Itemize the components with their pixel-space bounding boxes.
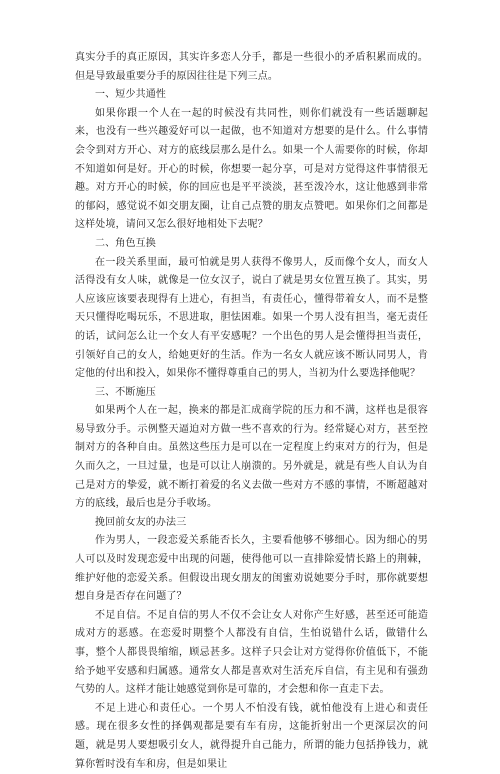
section-4-paragraph-1: 作为男人，一段恋爱关系能否长久，主要看他够不够细心。因为细心的男人可以及时发现恋爱中出现的问题，使得他可以一直排除爱情长路上的荆棘，维护好他的恋爱关系。但假设出现女朋友的闺蜜劝说她要分手时，那你就要想想自身是否存在问题了？ [75, 535, 428, 603]
section-4-paragraph-2: 不足自信。不足自信的男人不仅不会让女人对你产生好感，甚至还可能造成对方的恶感。在恋爱时期整个人都没有自信，生怕说错什么话，做错什么事，整个人都畏畏缩缩，顾忌甚多。这样子只会让对方觉得你价值低下，不能给予她平安感和归属感。通常女人都是喜欢对生活充斥自信，有主见和有强劲气势的人。这样才能让她感觉到你是可靠的，才会想和你一直走下去。 [75, 609, 428, 696]
section-heading-2: 二、角色互换 [95, 237, 156, 249]
section-heading-1: 一、短少共通性 [95, 89, 167, 101]
section-3-paragraph: 如果两个人在一起，换来的都是汇成商学院的压力和不满，这样也是很容易导致分手。示例整天逼迫对方做一些不喜欢的行为。经常疑心对方，甚至控制对方的各种自由。虽然这些压力是可以在一定程度上约束对方的行为，但是久而久之，一旦过量，也是可以让人崩溃的。另外就是，就是有些人自认为自己是对方的挚爱，就不断打着爱的名义去做一些对方不感的事情，不断超越对方的底线，最后也是分手收场。 [75, 405, 428, 510]
document-page [75, 49, 428, 774]
section-1-paragraph: 如果你跟一个人在一起的时候没有共同性，则你们就没有一些话题聊起来，也没有一些兴趣爱好可以一起做，也不知道对方想要的是什么。什么事情会令到对方开心、对方的底线层那么是什么。如果一个人需要你的时候，你却不知道如何是好。开心的时候，你想要一起分享，可是对方觉得这件事情很无趣。对方开心的时候，你的回应也是平平淡淡，甚至泼冷水，这让他感到非常的郁闷，感觉说不如交朋友圈，让自己点赞的朋友点赞吧。如果你们之间都是这样处境，请问又怎么很好地相处下去呢？ [75, 107, 428, 231]
section-heading-3: 三、不断施压 [95, 386, 156, 398]
section-4-paragraph-3: 不足上进心和责任心。一个男人不怕没有钱，就怕他没有上进心和责任感。现在很多女性的择偶观都是要有车有房，这能折射出一个更深层次的问题，就是男人要想吸引女人，就得提升自己能力，所谓的能力包括挣钱力，就算你暂时没有车和房，但是如果让 [75, 702, 428, 770]
intro-paragraph: 真实分手的真正原因，其实许多恋人分手，都是一些很小的矛盾积累而成的。但是导致最重要分手的原因往往是下列三点。 [75, 52, 428, 82]
section-2-paragraph: 在一段关系里面，最可怕就是男人获得不像男人，反而像个女人，而女人活得没有女人味，就像是一位女汉子，说白了就是男女位置互换了。其实，男人应该应该要表现得有上进心，有担当，有责任心，懂得带着女人，而不是整天只懂得吃喝玩乐，不思进取，胆怯困难。如果一个男人没有担当，毫无责任的话，试问怎么让一个女人有平安感呢？一个出色的男人是会懂得担当责任，引领好自己的女人，给她更好的生活。作为一名女人就应该不断认同男人，肯定他的付出和投入，如果你不懂得尊重自己的男人，当初为什么要选择他呢？ [75, 256, 428, 380]
section-heading-4: 挽回前女友的办法三 [95, 516, 187, 528]
